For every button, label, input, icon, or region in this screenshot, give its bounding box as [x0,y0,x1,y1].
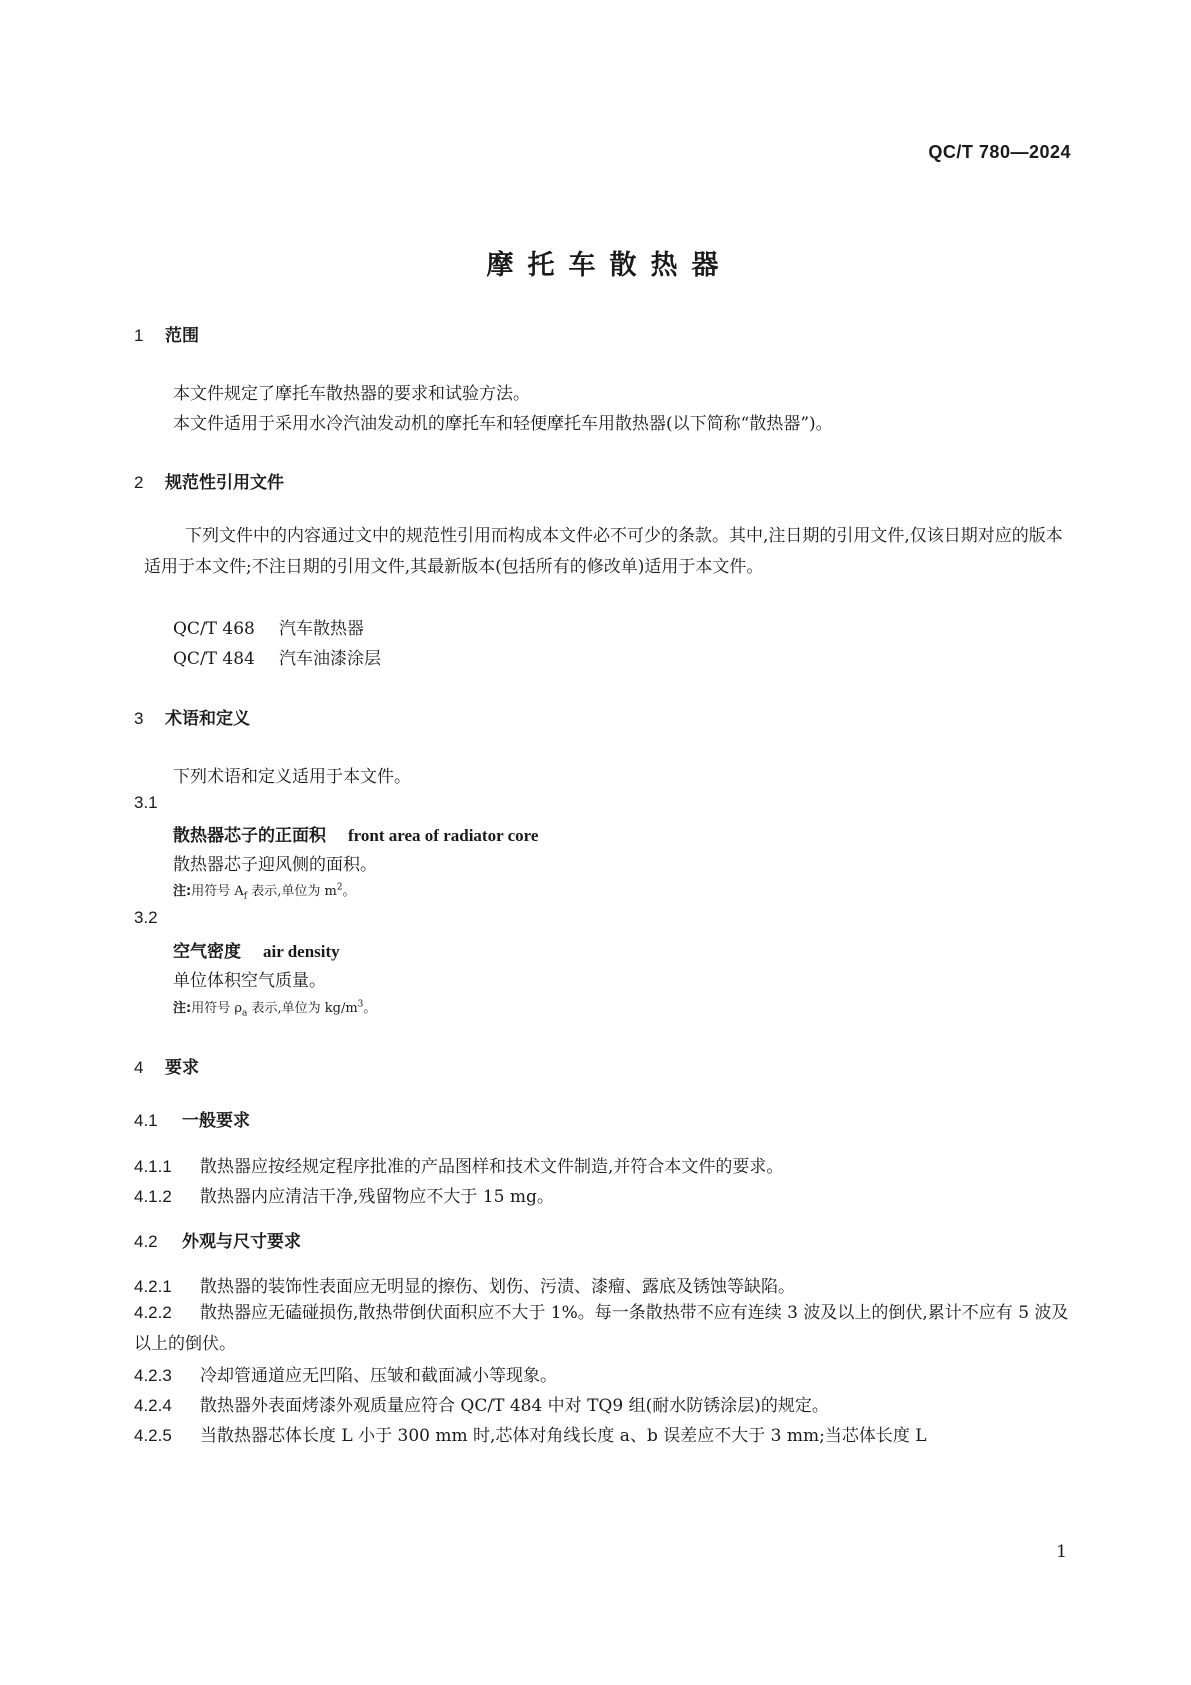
document-title: 摩托车散热器 [486,250,733,281]
section-1-paragraph-1: 本文件规定了摩托车散热器的要求和试验方法。 [173,384,530,404]
normative-reference [173,614,364,639]
clause-text: 冷却管通道应无凹陷、压皱和截面减小等现象。 [200,1366,557,1386]
clause-text: 散热器应按经规定程序批准的产品图样和技术文件制造,并符合本文件的要求。 [200,1157,784,1177]
clause-number: 4.2.4 [134,1396,172,1415]
term-definition: 散热器芯子迎风侧的面积。 [173,855,377,875]
clause [134,1361,557,1386]
clause-text: 当散热器芯体长度 L 小于 300 mm 时,芯体对角线长度 a、b 误差应不大于 3 mm;当芯体长度 L [200,1426,927,1446]
section-title: 范围 [165,326,199,346]
clause [134,1391,829,1416]
note-label: 注: [173,1001,192,1016]
clause-text: 散热器外表面烤漆外观质量应符合 QC/T 484 中对 TQ9 组(耐水防锈涂层)的规定。 [200,1396,829,1416]
section-title: 要求 [165,1058,199,1078]
clause [134,1182,554,1207]
note-text: 用符号 A [191,884,244,899]
term-heading [173,821,538,846]
section-number: 2 [134,473,144,492]
term-definition: 单位体积空气质量。 [173,971,326,991]
clause-text: 散热器内应清洁干净,残留物应不大于 15 mg。 [200,1187,554,1207]
clause-number: 4.2.1 [134,1277,172,1296]
reference-code: QC/T 484 [173,649,255,669]
reference-title: 汽车散热器 [279,619,364,639]
note-text: 。 [363,1001,377,1016]
subsection-4-1-heading [134,1106,250,1131]
note-text: 表示,单位为 m [247,884,337,899]
term-english: front area of radiator core [348,826,539,845]
section-title: 术语和定义 [165,709,250,729]
subsection-4-2-heading [134,1227,301,1252]
note-superscript: 2 [336,882,343,893]
reference-code: QC/T 468 [173,619,255,639]
subsection-number: 4.1 [134,1111,158,1130]
clause [134,1297,1071,1360]
clause-number: 4.2.2 [134,1303,172,1322]
clause-number: 4.2.5 [134,1426,172,1445]
term-english: air density [263,942,340,961]
standard-code: QC/T 780—2024 [928,142,1071,162]
subsection-title: 外观与尺寸要求 [182,1232,301,1252]
clause-number: 4.2.3 [134,1366,172,1385]
clause-number: 4.1.1 [134,1157,172,1176]
clause [134,1421,927,1446]
term-number: 3.1 [134,793,158,812]
note-label: 注: [173,884,192,899]
subsection-number: 4.2 [134,1232,158,1251]
term-note [173,997,376,1019]
section-number: 1 [134,326,144,345]
term-number: 3.2 [134,908,158,927]
section-title: 规范性引用文件 [165,473,284,493]
page-number: 1 [1056,1542,1067,1562]
reference-title: 汽车油漆涂层 [279,649,381,669]
note-text: 。 [342,884,356,899]
clause [134,1152,783,1177]
section-number: 4 [134,1058,144,1077]
section-number: 3 [134,709,144,728]
note-text: 表示,单位为 kg/m [247,1001,358,1016]
section-3-heading [134,704,250,729]
term-note [173,880,356,902]
note-subscript: a [241,1008,248,1019]
clause [134,1272,795,1297]
normative-reference [173,644,381,669]
section-4-heading [134,1053,199,1078]
section-1-heading [134,321,199,346]
subsection-title: 一般要求 [182,1111,250,1131]
section-2-heading [134,468,284,493]
term-chinese: 散热器芯子的正面积 [173,826,326,846]
section-3-intro: 下列术语和定义适用于本文件。 [173,767,411,787]
note-subscript: f [243,891,248,902]
clause-number: 4.1.2 [134,1187,172,1206]
section-1-paragraph-2: 本文件适用于采用水冷汽油发动机的摩托车和轻便摩托车用散热器(以下简称“散热器”)。 [173,414,833,434]
clause-text: 散热器应无磕碰损伤,散热带倒伏面积应不大于 1%。每一条散热带不应有连续 3 波及以上的倒伏,累计不应有 5 波及以上的倒伏。 [134,1303,1069,1354]
term-heading [173,937,340,962]
term-chinese: 空气密度 [173,942,241,962]
note-superscript: 3 [357,999,364,1010]
clause-text: 散热器的装饰性表面应无明显的擦伤、划伤、污渍、漆瘤、露底及锈蚀等缺陷。 [200,1277,795,1297]
section-2-paragraph: 下列文件中的内容通过文中的规范性引用而构成本文件必不可少的条款。其中,注日期的引用文件,仅该日期对应的版本适用于本文件;不注日期的引用文件,其最新版本(包括所有的修改单)适用于本文件。 [144,526,1063,577]
note-text: 用符号 ρ [191,1001,242,1016]
